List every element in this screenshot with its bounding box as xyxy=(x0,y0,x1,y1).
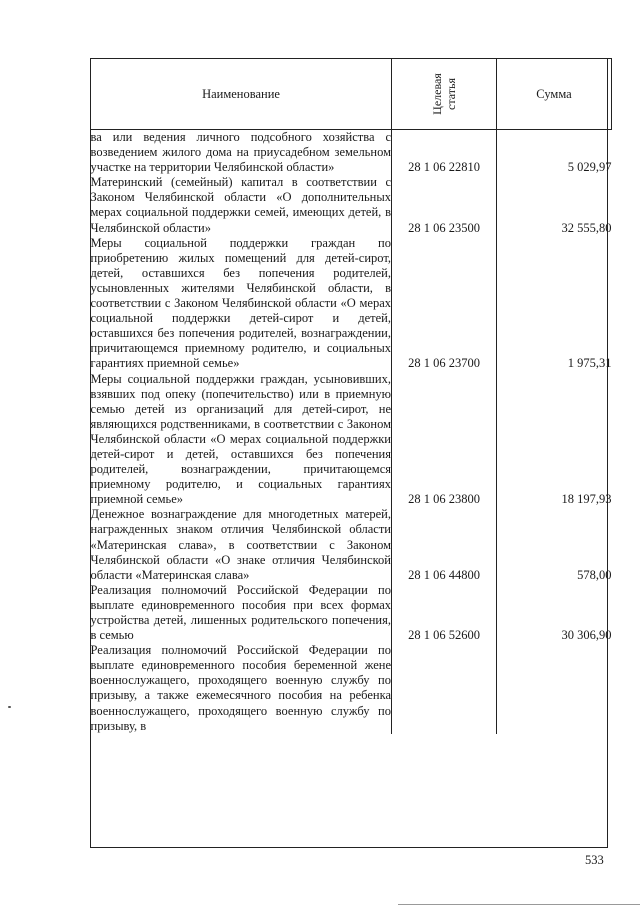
row-name: Меры социальной поддержки граждан, усыновивших, взявших под опеку (попечительство) или в приемную семью детей из организаций для детей-сирот, не являющихся родственниками, в соответствии с Законом Челябинской области «О мерах социальной поддержки детей-сирот и детей, оставшихся без попечения родителей, вознаграждении, причитающемся приемному родителю, и социальных гарантиях приемной семье» xyxy=(90,371,391,507)
table-row xyxy=(91,236,612,372)
row-name: Реализация полномочий Российской Федерации по выплате единовременного пособия при всех формах устройства детей, лишенных родительского попечения, в семью xyxy=(90,582,391,643)
row-name: Меры социальной поддержки граждан по приобретению жилых помещений для детей-сирот, детей, оставшихся без попечения родителей, усыновленных жителями Челябинской области, в соответствии с Законом Челябинской области «О мерах социальной поддержки детей-сирот и детей, оставшихся без попечения родителей, вознаграждении, причитающемся приемному родителю, и социальных гарантиях приемной семье» xyxy=(90,235,391,371)
row-code: 28 1 06 22810 xyxy=(392,130,497,176)
row-sum: 18 197,93 xyxy=(561,492,612,507)
row-code: 28 1 06 44800 xyxy=(392,507,497,582)
budget-table xyxy=(90,58,612,734)
table-row xyxy=(91,643,612,734)
row-sum: 30 306,90 xyxy=(561,628,612,643)
table-row xyxy=(91,130,612,176)
row-code: 28 1 06 23700 xyxy=(392,236,497,372)
row-sum: 1 975,31 xyxy=(567,356,612,371)
row-sum xyxy=(497,643,612,734)
row-sum: 5 029,97 xyxy=(567,160,612,175)
header-name: Наименование xyxy=(91,59,392,130)
table-row xyxy=(91,372,612,508)
table-row xyxy=(91,175,612,235)
header-sum: Сумма xyxy=(497,59,612,130)
row-name: Материнский (семейный) капитал в соответствии с Законом Челябинской области «О дополнительных мерах социальной поддержки семей, имеющих детей, в Челябинской области» xyxy=(90,175,391,235)
row-sum: 578,00 xyxy=(577,567,612,582)
row-code xyxy=(392,643,497,734)
header-row xyxy=(91,59,612,130)
row-code: 28 1 06 23800 xyxy=(392,372,497,508)
table-row xyxy=(91,583,612,643)
header-code xyxy=(392,59,497,130)
row-name: Денежное вознаграждение для многодетных матерей, награжденных знаком отличия Челябинской области «Материнская слава», в соответствии с Законом Челябинской области «О знаке отличия Челябинской области «Материнская слава» xyxy=(90,507,391,582)
header-code-label: Целевая статья xyxy=(430,72,458,115)
row-name: Реализация полномочий Российской Федерации по выплате единовременного пособия беременной жене военнослужащего, проходящего военную службу по призыву, а также ежемесячного пособия на ребенка военнослужащего, проходящего военную службу по призыву, в xyxy=(90,643,391,733)
row-code: 28 1 06 23500 xyxy=(392,175,497,235)
row-code: 28 1 06 52600 xyxy=(392,583,497,643)
page-number: 533 xyxy=(585,853,604,867)
table-row xyxy=(91,507,612,582)
scan-speck xyxy=(8,706,11,708)
row-name: ва или ведения личного подсобного хозяйства с возведением жилого дома на приусадебном земельном участке на территории Челябинской области» xyxy=(90,130,391,175)
row-sum: 32 555,80 xyxy=(561,220,612,235)
